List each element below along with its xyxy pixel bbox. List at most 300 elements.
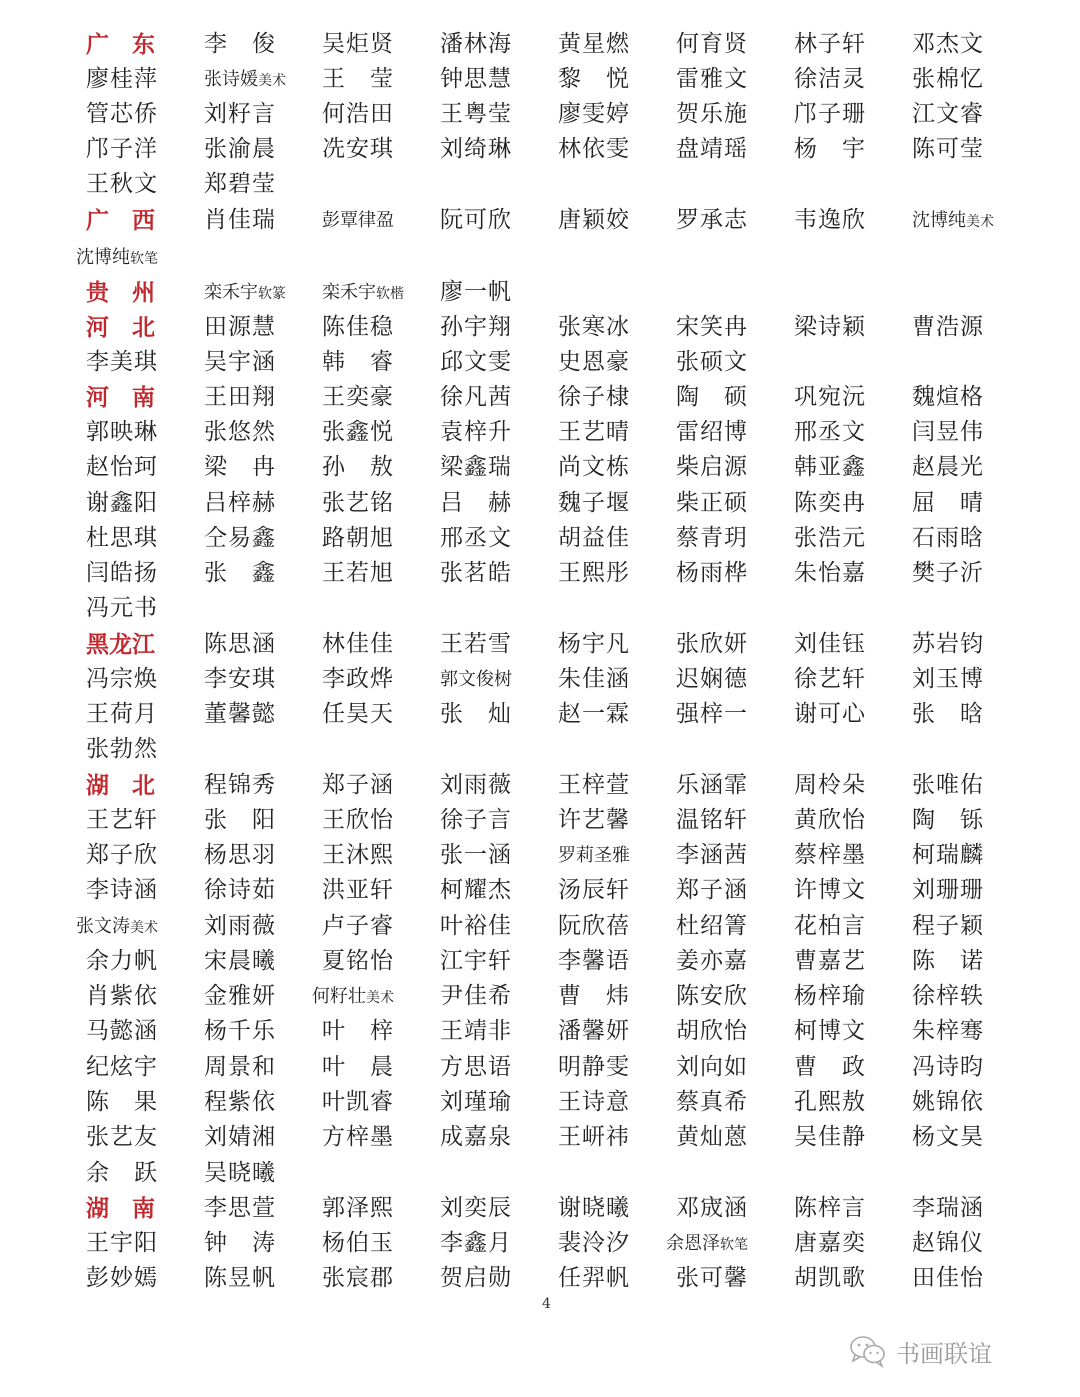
student-name (204, 203, 276, 238)
name-row (0, 167, 1080, 202)
name-text: 史恩豪 (558, 349, 630, 375)
name-text: 阮欣蓓 (558, 913, 630, 939)
student-name (676, 345, 748, 380)
name-text: 张可馨 (676, 1265, 748, 1291)
page-number: 4 (542, 1296, 551, 1312)
name-text: 裴泠汐 (558, 1230, 630, 1256)
student-name (204, 1156, 276, 1191)
name-text: 魏子堰 (558, 490, 630, 516)
name-text: 徐凡茜 (440, 384, 512, 410)
name-text: 陈思涵 (204, 631, 276, 657)
name-text: 汤辰轩 (558, 877, 630, 903)
student-name (912, 1085, 984, 1120)
name-text: 吕 赫 (440, 490, 512, 516)
student-name (558, 803, 630, 838)
student-name (322, 944, 394, 979)
region-heading (86, 380, 155, 415)
student-name (676, 310, 748, 345)
name-text: 卢子睿 (322, 913, 394, 939)
name-text: 杨伯玉 (322, 1230, 394, 1256)
student-name (558, 838, 630, 873)
name-text: 余恩泽 (666, 1233, 720, 1254)
student-name (322, 627, 394, 662)
student-name (794, 203, 866, 238)
region-label: 湖 南 (86, 1195, 155, 1222)
student-name (440, 1050, 512, 1085)
name-row (0, 591, 1080, 626)
name-text: 冯元书 (86, 595, 158, 621)
student-name (676, 415, 748, 450)
name-text: 董馨懿 (204, 701, 276, 727)
student-name (440, 803, 512, 838)
name-text: 陈奕冉 (794, 490, 866, 516)
student-name (322, 909, 394, 944)
name-text: 潘林海 (440, 31, 512, 57)
name-text: 王粤莹 (440, 101, 512, 127)
student-name (912, 803, 984, 838)
student-name (322, 662, 394, 697)
student-name (558, 556, 630, 591)
student-name (440, 1120, 512, 1155)
student-name (322, 1014, 394, 1049)
name-text: 王艺晴 (558, 419, 630, 445)
student-name (440, 1014, 512, 1049)
name-text: 徐子言 (440, 807, 512, 833)
student-name (676, 1085, 748, 1120)
student-name (558, 27, 630, 62)
name-text: 王田翔 (204, 384, 276, 410)
name-text: 何浩田 (322, 101, 394, 127)
name-text: 邝子珊 (794, 101, 866, 127)
name-text: 柯博文 (794, 1018, 866, 1044)
name-text: 韩 睿 (322, 349, 394, 375)
student-name (912, 979, 984, 1014)
student-name (204, 1226, 276, 1261)
name-text: 谢鑫阳 (86, 490, 158, 516)
name-text: 江文睿 (912, 101, 984, 127)
student-name (558, 62, 630, 97)
name-row (0, 1226, 1080, 1261)
name-text: 王秋文 (86, 171, 158, 197)
name-text: 李鑫月 (440, 1230, 512, 1256)
student-name (204, 1085, 276, 1120)
student-name (794, 662, 866, 697)
student-name (86, 1261, 158, 1296)
student-name (322, 97, 394, 132)
name-text: 盘靖瑶 (676, 136, 748, 162)
student-name (676, 380, 748, 415)
name-text: 贺启勋 (440, 1265, 512, 1291)
name-text: 刘瑾瑜 (440, 1089, 512, 1115)
name-text: 吕梓赫 (204, 490, 276, 516)
name-text: 张寒冰 (558, 314, 630, 340)
student-name (912, 486, 984, 521)
name-text: 雷雅文 (676, 66, 748, 92)
name-text: 樊子沂 (912, 560, 984, 586)
name-text: 赵晨光 (912, 454, 984, 480)
student-name (558, 1120, 630, 1155)
category-note: 美术 (258, 73, 286, 89)
student-name (558, 132, 630, 167)
name-row (0, 486, 1080, 521)
student-name (676, 556, 748, 591)
student-name (794, 1191, 866, 1226)
name-row (0, 768, 1080, 803)
name-text: 魏煊格 (912, 384, 984, 410)
student-name (204, 873, 276, 908)
name-row (0, 415, 1080, 450)
name-text: 潘馨妍 (558, 1018, 630, 1044)
student-name (86, 979, 158, 1014)
name-text: 廖雯婷 (558, 101, 630, 127)
name-text: 郭泽熙 (322, 1195, 394, 1221)
name-text: 闫昱伟 (912, 419, 984, 445)
student-name (440, 62, 512, 97)
student-name (86, 732, 158, 767)
student-name (676, 803, 748, 838)
name-text: 刘籽言 (204, 101, 276, 127)
name-text: 蔡梓墨 (794, 842, 866, 868)
name-text: 王岍祎 (558, 1124, 630, 1150)
student-name (794, 697, 866, 732)
name-row (0, 521, 1080, 556)
name-text: 罗莉圣雅 (558, 845, 630, 866)
student-name (558, 486, 630, 521)
name-text: 尚文栋 (558, 454, 630, 480)
name-text: 纪炫宇 (86, 1054, 158, 1080)
name-text: 刘婧湘 (204, 1124, 276, 1150)
name-text: 明静雯 (558, 1054, 630, 1080)
name-text: 张渝晨 (204, 136, 276, 162)
name-text: 杜思琪 (86, 525, 158, 551)
student-name (204, 1191, 276, 1226)
name-text: 朱梓骞 (912, 1018, 984, 1044)
name-text: 李瑞涵 (912, 1195, 984, 1221)
name-text: 周柃朵 (794, 772, 866, 798)
student-name (440, 1226, 512, 1261)
student-name (676, 132, 748, 167)
student-name (440, 627, 512, 662)
student-name (204, 909, 276, 944)
student-name (204, 803, 276, 838)
region-heading (86, 275, 155, 310)
name-row (0, 240, 1080, 275)
name-text: 沈博纯 (76, 247, 130, 268)
student-name (440, 345, 512, 380)
student-name (204, 167, 276, 202)
student-name (204, 415, 276, 450)
name-text: 叶凯睿 (322, 1089, 394, 1115)
student-name (794, 909, 866, 944)
student-name (558, 1014, 630, 1049)
student-name (86, 873, 158, 908)
name-text: 唐颖姣 (558, 207, 630, 233)
student-name (676, 697, 748, 732)
name-text: 邢丞文 (440, 525, 512, 551)
student-name (912, 909, 984, 944)
student-name (204, 627, 276, 662)
name-text: 贺乐施 (676, 101, 748, 127)
name-text: 张欣妍 (676, 631, 748, 657)
student-name (794, 556, 866, 591)
name-text: 杨 宇 (794, 136, 866, 162)
student-name (794, 803, 866, 838)
name-text: 柴启源 (676, 454, 748, 480)
student-name (322, 345, 394, 380)
name-text: 彭妙嫣 (86, 1265, 158, 1291)
name-row (0, 627, 1080, 662)
name-row (0, 1120, 1080, 1155)
name-text: 金雅妍 (204, 983, 276, 1009)
student-name (440, 415, 512, 450)
watermark (848, 1333, 992, 1369)
student-name (322, 486, 394, 521)
name-text: 李美琪 (86, 349, 158, 375)
name-text: 江宇轩 (440, 948, 512, 974)
student-name (204, 132, 276, 167)
student-name (322, 380, 394, 415)
name-text: 曹 政 (794, 1054, 866, 1080)
name-text: 杨雨桦 (676, 560, 748, 586)
student-name (558, 909, 630, 944)
name-text: 杨千乐 (204, 1018, 276, 1044)
name-row (0, 1014, 1080, 1049)
student-name (794, 450, 866, 485)
name-text: 王靖非 (440, 1018, 512, 1044)
name-text: 张一涵 (440, 842, 512, 868)
name-text: 刘玉博 (912, 666, 984, 692)
name-text: 石雨晗 (912, 525, 984, 551)
name-text: 廖一帆 (440, 279, 512, 305)
name-text: 曹浩源 (912, 314, 984, 340)
name-text: 吴炬贤 (322, 31, 394, 57)
name-text: 李馨语 (558, 948, 630, 974)
name-text: 张 灿 (440, 701, 512, 727)
name-text: 黎 悦 (558, 66, 630, 92)
student-name (204, 62, 286, 97)
name-text: 何籽壮 (312, 986, 366, 1007)
student-name (440, 1261, 512, 1296)
name-text: 柯瑞麟 (912, 842, 984, 868)
name-text: 韦逸欣 (794, 207, 866, 233)
name-text: 张 鑫 (204, 560, 276, 586)
region-label: 黑龙江 (86, 631, 155, 658)
name-text: 张 晗 (912, 701, 984, 727)
name-text: 林子轩 (794, 31, 866, 57)
student-name (322, 27, 394, 62)
region-label: 湖 北 (86, 772, 155, 799)
region-heading (86, 310, 155, 345)
student-name (204, 486, 276, 521)
region-label: 河 南 (86, 384, 155, 411)
student-name (794, 1085, 866, 1120)
name-row (0, 275, 1080, 310)
student-name (912, 203, 994, 238)
student-name (676, 203, 748, 238)
name-text: 余力帆 (86, 948, 158, 974)
student-name (204, 1120, 276, 1155)
name-row (0, 62, 1080, 97)
region-heading (86, 203, 155, 238)
name-text: 乐涵霏 (676, 772, 748, 798)
region-heading (86, 1191, 155, 1226)
name-text: 黄欣怡 (794, 807, 866, 833)
name-text: 徐诗茹 (204, 877, 276, 903)
name-row (0, 132, 1080, 167)
name-text: 孙 敖 (322, 454, 394, 480)
student-name (322, 275, 404, 310)
name-text: 王若雪 (440, 631, 512, 657)
name-text: 邝子洋 (86, 136, 158, 162)
student-name (440, 310, 512, 345)
name-text: 仝易鑫 (204, 525, 276, 551)
wechat-icon (848, 1334, 888, 1368)
name-text: 刘向如 (676, 1054, 748, 1080)
student-name (912, 662, 984, 697)
student-name (204, 521, 276, 556)
student-name (912, 838, 984, 873)
name-text: 廖桂萍 (86, 66, 158, 92)
name-text: 王荷月 (86, 701, 158, 727)
name-text: 孔熙敖 (794, 1089, 866, 1115)
student-name (912, 1226, 984, 1261)
name-text: 李思萱 (204, 1195, 276, 1221)
student-name (794, 1226, 866, 1261)
student-name (204, 310, 276, 345)
name-text: 郑子欣 (86, 842, 158, 868)
name-text: 张 阳 (204, 807, 276, 833)
name-text: 方梓墨 (322, 1124, 394, 1150)
name-text: 徐艺轩 (794, 666, 866, 692)
name-text: 吴晓曦 (204, 1160, 276, 1186)
student-name (204, 838, 276, 873)
category-note: 美术 (366, 990, 394, 1006)
name-text: 刘珊珊 (912, 877, 984, 903)
name-row (0, 979, 1080, 1014)
student-name (204, 1014, 276, 1049)
student-name (86, 1014, 158, 1049)
student-name (204, 556, 276, 591)
name-text: 郭文俊树 (440, 669, 512, 690)
name-text: 梁诗颖 (794, 314, 866, 340)
name-text: 张悠然 (204, 419, 276, 445)
student-name (676, 662, 748, 697)
student-name (912, 97, 984, 132)
name-text: 何育贤 (676, 31, 748, 57)
name-text: 田源慧 (204, 314, 276, 340)
student-name (440, 662, 512, 697)
student-name (322, 62, 394, 97)
student-name (204, 275, 286, 310)
student-name (86, 556, 158, 591)
name-text: 张硕文 (676, 349, 748, 375)
name-text: 闫皓扬 (86, 560, 158, 586)
name-text: 林佳佳 (322, 631, 394, 657)
student-name (204, 697, 276, 732)
name-text: 张鑫悦 (322, 419, 394, 445)
student-name (86, 450, 158, 485)
name-text: 王奕豪 (322, 384, 394, 410)
name-text: 陈安欣 (676, 983, 748, 1009)
name-text: 韩亚鑫 (794, 454, 866, 480)
student-name (676, 1120, 748, 1155)
student-name (86, 838, 158, 873)
student-name (912, 521, 984, 556)
student-name (558, 97, 630, 132)
student-name (912, 132, 984, 167)
student-name (912, 627, 984, 662)
name-text: 马懿涵 (86, 1018, 158, 1044)
student-name (204, 450, 276, 485)
name-text: 张勃然 (86, 736, 158, 762)
name-row (0, 732, 1080, 767)
student-name (86, 1120, 158, 1155)
student-name (676, 450, 748, 485)
student-name (558, 203, 630, 238)
student-name (86, 944, 158, 979)
student-name (794, 873, 866, 908)
student-name (558, 873, 630, 908)
name-text: 李涵茜 (676, 842, 748, 868)
student-name (86, 486, 158, 521)
student-name (86, 697, 158, 732)
name-text: 尹佳希 (440, 983, 512, 1009)
name-text: 徐梓轶 (912, 983, 984, 1009)
student-name (558, 521, 630, 556)
name-row (0, 1261, 1080, 1296)
name-text: 张棉忆 (912, 66, 984, 92)
name-text: 赵怡珂 (86, 454, 158, 480)
name-text: 赵一霖 (558, 701, 630, 727)
name-text: 王熙彤 (558, 560, 630, 586)
name-text: 邱文雯 (440, 349, 512, 375)
student-name (912, 556, 984, 591)
student-name (322, 310, 394, 345)
student-name (204, 380, 276, 415)
name-text: 张艺友 (86, 1124, 158, 1150)
name-text: 陈昱帆 (204, 1265, 276, 1291)
name-row (0, 345, 1080, 380)
student-name (912, 27, 984, 62)
name-text: 花柏言 (794, 913, 866, 939)
student-name (912, 944, 984, 979)
student-name (322, 697, 394, 732)
region-label: 贵 州 (86, 279, 155, 306)
watermark-text: 书画联谊 (896, 1339, 992, 1368)
student-name (204, 662, 276, 697)
name-text: 黄灿蒽 (676, 1124, 748, 1150)
student-name (794, 132, 866, 167)
name-text: 杨梓瑜 (794, 983, 866, 1009)
student-name (676, 62, 748, 97)
name-text: 蔡青玥 (676, 525, 748, 551)
name-text: 程子颖 (912, 913, 984, 939)
name-text: 冯诗昀 (912, 1054, 984, 1080)
student-name (204, 944, 276, 979)
name-text: 钟 涛 (204, 1230, 276, 1256)
name-text: 陶 铄 (912, 807, 984, 833)
name-text: 夏铭怡 (322, 948, 394, 974)
name-text: 张唯佑 (912, 772, 984, 798)
student-name (912, 1261, 984, 1296)
name-row (0, 873, 1080, 908)
name-row (0, 1050, 1080, 1085)
student-name (794, 627, 866, 662)
name-text: 徐洁灵 (794, 66, 866, 92)
name-text: 谢晓曦 (558, 1195, 630, 1221)
name-text: 温铭轩 (676, 807, 748, 833)
name-text: 任羿帆 (558, 1265, 630, 1291)
